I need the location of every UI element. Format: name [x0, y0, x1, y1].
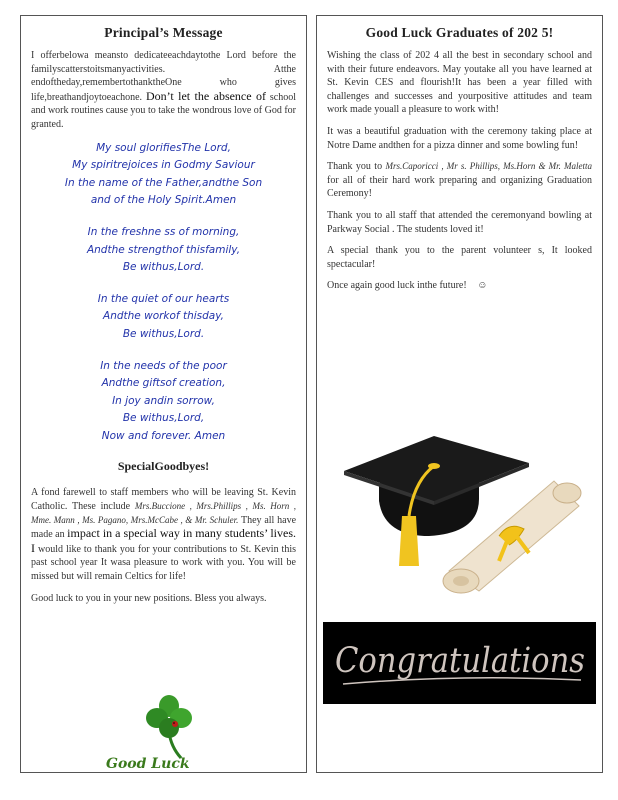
good-luck-future: Once again good luck inthe future! — [327, 280, 467, 292]
graduation-cap-icon — [339, 421, 589, 601]
poem-stanza — [31, 291, 296, 344]
goodbyes-paragraph — [31, 486, 296, 583]
goodbyes-title: SpecialGoodbyes! — [117, 459, 210, 474]
thanks-intro: Thank you to — [327, 161, 383, 173]
graduates-p1: Wishing the class of 202 4 all the best in secondary school and with their future endeavors. May youtake all you have learned at St. Kevin CES and flourish!It has been a year filled with challenges and successes and yourpositive attitudes and team work made youall a pleasure to work with! — [327, 50, 592, 116]
prayer-poem — [31, 140, 296, 446]
smiley-icon: ☺ — [477, 280, 488, 292]
congratulations-banner — [323, 622, 596, 704]
congratulations-graphic — [323, 622, 596, 704]
poem-line: Andthe workof thisday, — [103, 310, 224, 323]
principal-column — [20, 15, 307, 773]
congratulations-text: Congratulations — [335, 641, 585, 681]
poem-line: In the needs of the poor — [100, 359, 227, 372]
graduates-p3 — [327, 160, 592, 201]
graduation-cap-image — [339, 421, 589, 601]
poem-line: In the freshne ss of morning, — [87, 225, 240, 238]
poem-line: In joy andin sorrow, — [112, 394, 215, 407]
goodbyes-intro: A fond farewell to staff members who will be leaving St. Kevin Catholic. These include — [31, 487, 296, 513]
intro-text: I offerbelowa meansto dedicateeachdaytothe Lord before the familyscatterstoitsmanyactivities. Atthe endoftheday,remembertothanktheOne who gives life,breathandjoytoeachone. — [31, 50, 296, 103]
poem-line: and of the Holy Spirit.Amen — [90, 194, 237, 207]
staff-names: Mrs.Buccione , Mrs.Phillips , Ms. Horn , Mme. Mann , Ms. Pagano, Mrs.McCabe , & Mr. Schuler. — [31, 501, 297, 525]
graduates-p6 — [327, 279, 592, 293]
poem-line: Now and forever. Amen — [101, 429, 226, 442]
poem-line: My spiritrejoices in Godmy Saviour — [72, 159, 255, 172]
principal-intro — [31, 49, 296, 132]
poem-line: Be withus,Lord, — [122, 412, 205, 425]
intro-emphasis: Don’t let the absence of — [145, 88, 266, 103]
clover-icon — [101, 692, 211, 772]
staff-names-grad: Mrs.Caporicci , Mr s. Phillips, Ms.Horn & Mr. Maletta — [385, 161, 593, 172]
graduates-title: Good Luck Graduates of 202 5! — [365, 25, 554, 40]
poem-stanza — [31, 224, 296, 277]
poem-line: Be withus,Lord. — [122, 327, 205, 340]
poem-line: Andthe strengthof thisfamily, — [86, 243, 241, 256]
poem-line: In the quiet of our hearts — [97, 292, 230, 305]
poem-stanza — [31, 358, 296, 446]
graduates-p2: It was a beautiful graduation with the ceremony taking place at Notre Dame andthen for a pizza dinner and some bowling fun! — [327, 125, 592, 151]
goodbyes-text: They all have made an — [31, 514, 297, 541]
poem-stanza — [31, 140, 296, 210]
poem-line: Andthe giftsof creation, — [101, 377, 226, 390]
graduates-p5: A special thank you to the parent volunteer s, It looked spectacular! — [327, 245, 592, 270]
principal-title: Principal’s Message — [104, 25, 223, 40]
intro-text-end: school and work routines cause you to take the wondrous love of God for granted. — [31, 91, 297, 130]
goodbyes-emphasis: impact in a special way in many students’ lives. I — [31, 526, 297, 555]
thanks-text: for all of their hard work preparing and organizing Graduation Ceremony! — [327, 174, 592, 200]
goodbyes-blessing: Good luck to you in your new positions. Bless you always. — [31, 592, 267, 604]
good-luck-clover-image — [101, 692, 211, 772]
poem-line: My soul glorifiesThe Lord, — [96, 141, 231, 154]
graduates-p4: Thank you to all staff that attended the ceremonyand bowling at Parkway Social . The students loved it! — [327, 209, 592, 235]
goodbyes-rest: would like to thank you for your contributions to St. Kevin this past school year It wasa pleasure to work with you. You will be missed but will remain Celtics for life! — [31, 543, 296, 583]
graduates-column — [316, 15, 603, 773]
good-luck-text: Good Luck — [106, 756, 190, 772]
poem-line: In the name of the Father,andthe Son — [64, 176, 263, 189]
poem-line: Be withus,Lord. — [122, 261, 205, 274]
